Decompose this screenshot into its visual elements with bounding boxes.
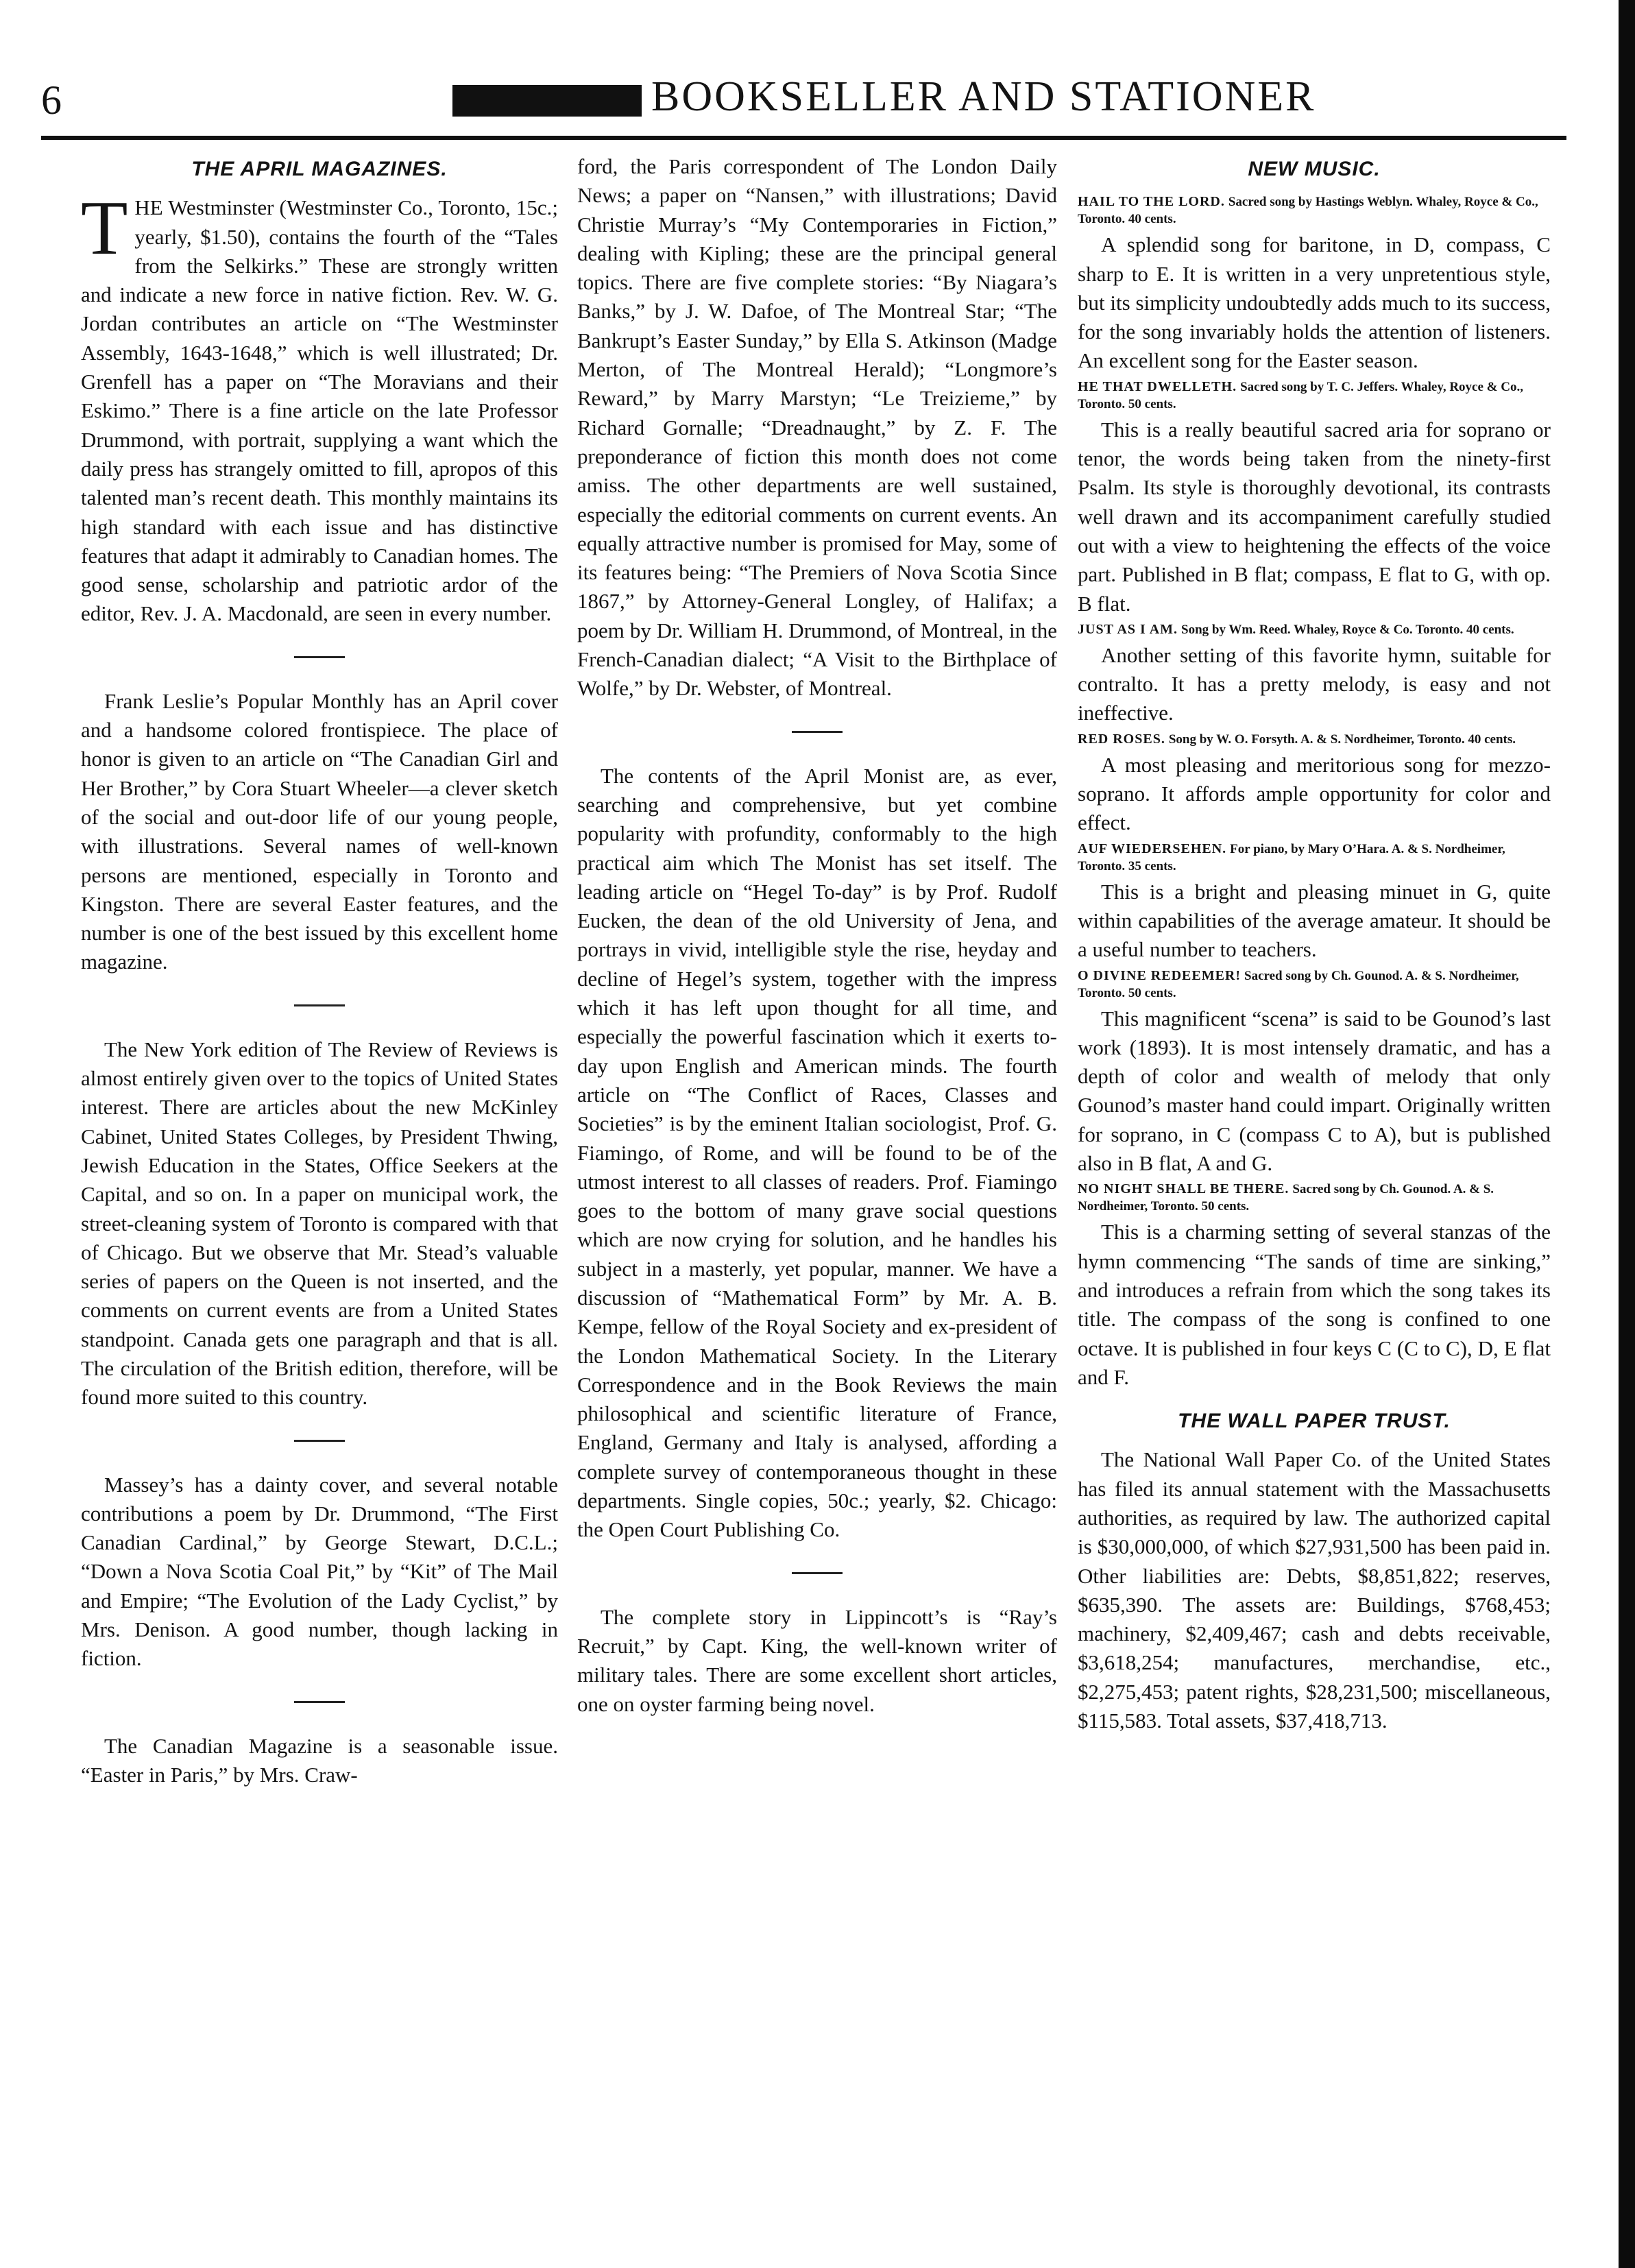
song-title: NO NIGHT SHALL BE THERE. [1078,1181,1289,1197]
section-divider [294,1701,345,1703]
section-divider [792,1572,843,1574]
section-divider [294,1004,345,1006]
song-details: Sacred song by Ch. Gounod. A. & S. Nordheimer, Toronto. 50 cents. [1078,1182,1494,1214]
article-lippincotts: The complete story in Lippincott’s is “Ray’s Recruit,” by Capt. King, the well-known writer of military tales. There are some excellent short articles, one on oyster farming being novel. [577,1604,1057,1716]
article-masseys: Massey’s has a dainty cover, and several notable contributions a poem by Dr. Drummond, “The First Canadian Cardinal,” by George Stewart, D.C.L.; “Down a Nova Scotia Coal Pit,” by “Kit” of The Mail and Empire; “The Evolution of the Lady Cyclist,” by Mrs. Denison. A good number, though lacking in fiction. [81,1472,558,1671]
song-title: AUF WIEDERSEHEN. [1078,841,1227,856]
song-review: This is a charming setting of several stanzas of the hymn commencing “The sands of time are sinking,” and introduces a refrain from which the song takes its title. The compass of the song is confined to one octave. It is published in four keys C (C to C), D, E flat and F. [1078,1220,1551,1389]
article-monist: The contents of the April Monist are, as ever, searching and comprehensive, but yet combine popularity with profundity, conformably to the high practical aim which The Monist has set itself. The leading article on “Hegel To-day” is by Prof. Rudolf Eucken, the dean of the old University of Jena, and portrays in vivid, intelligible style the rise, heyday and decline of Hegel’s system, together with the impress which it has left upon thought for all time, and especially the powerful fascination which it exerts to-day upon English and American minds. The fourth article on “The Conflict of Races, Classes and Societies” is by the eminent Italian sociologist, Prof. G. Fiamingo, of Rome, and will be found to be of the utmost interest to all classes of readers. Prof. Fiamingo goes to the bottom of many grave social questions which are now crying for solution, and he handles his subject in a masterly, yet popular, manner. We have a discussion of “Mathematical Form” by Mr. A. B. Kempe, fellow of the Royal Society and ex-president of the London Mathematical Society. In the Literary Correspondence and in the Book Reviews the main philosophical and scientific literature of France, England, Germany and Italy is analysed, affording a complete survey of contemporaneous thought in these departments. Single copies, 50c.; yearly, $2. Chicago: the Open Court Publishing Co. [577,763,1057,1542]
article-review-of-reviews: The New York edition of The Review of Reviews is almost entirely given over to the topics of United States interest. There are articles about the new McKinley Cabinet, United States Colleges, by President Thwing, Jewish Education in the States, Office Seekers at the Capital, and so on. In a paper on municipal work, the street-cleaning system of Toronto is compared with that of Chicago. But we observe that Mr. Stead’s valuable series of papers on the Queen is not inserted, and the comments on current events are from a United States standpoint. Canada gets one paragraph and that is all. The circulation of the British edition, therefore, will be found more suited to this country. [81,1037,558,1410]
column-3 [1078,152,1551,1735]
song-details: Sacred song by T. C. Jeffers. Whaley, Royce & Co., Toronto. 50 cents. [1078,379,1523,411]
section-title-new-music: NEW MUSIC. [1248,158,1381,180]
song-title: HE THAT DWELLETH. [1078,378,1237,394]
song-review: A splendid song for baritone, in D, compass, C sharp to E. It is written in a very unpretentious style, but its simplicity undoubtedly adds much to its success, for the song invariably holds the attention of listeners. An excellent song for the Easter season. [1078,232,1551,373]
page-number: 6 [41,77,62,123]
song-heading [1078,621,1551,638]
song-review: This is a really beautiful sacred aria for soprano or tenor, the words being taken from the ninety-first Psalm. Its style is thoroughly devotional, its contrasts well drawn and its accompaniment carefully studied out with a view to heightening the effects of the voice part. Published in B flat; compass, E flat to G, with op. B flat. [1078,417,1551,616]
song-review: A most pleasing and meritorious song for mezzo-soprano. It affords ample opportunity for color and effect. [1078,752,1551,835]
article-frank-leslies: Frank Leslie’s Popular Monthly has an April cover and a handsome colored frontispiece. The place of honor is given to an article on “The Canadian Girl and Her Brother,” by Cora Stuart Wheeler—a clever sketch of the social and out-door life of our young people, with illustrations. Several names of well-known persons are mentioned, especially in Toronto and Kingston. There are several Easter features, and the number is one of the best issued by this excellent home magazine. [81,688,558,974]
song-review: This is a bright and pleasing minuet in G, quite within capabilities of the average amateur. It should be a useful number to teachers. [1078,879,1551,962]
column-1 [81,152,558,1789]
article-canadian-magazine: The Canadian Magazine is a seasonable issue. “Easter in Paris,” by Mrs. Craw- [81,1733,558,1787]
header-rule [41,136,1566,140]
song-heading [1078,967,1551,1002]
section-title-april-magazines: THE APRIL MAGAZINES. [191,158,448,180]
song-title: O DIVINE REDEEMER! [1078,967,1242,983]
song-heading [1078,193,1551,228]
article-westminster-text: HE Westminster (Westminster Co., Toronto, 15c.; yearly, $1.50), contains the fourth of the “Tales from the Selkirks.” These are strongly written and indicate a new force in native fiction. Rev. W. G. Jordan contributes an article on “The Westminster Assembly, 1643-1648,” which is well illustrated; Dr. Grenfell has a paper on “The Moravians and their Eskimo.” There is a fine article on the late Professor Drummond, with portrait, supplying a want which the daily press has strangely omitted to fill, apropos of this talented man’s recent death. This monthly maintains its high standard with each issue and has distinctive features that adapt it admirably to Canadian homes. The good sense, scholarship and patriotic ardor of the editor, Rev. J. A. Macdonald, are seen in every number. [81,195,558,626]
song-heading [1078,378,1551,413]
song-title: RED ROSES. [1078,731,1165,747]
song-details: Sacred song by Hastings Weblyn. Whaley, Royce & Co., Toronto. 40 cents. [1078,195,1538,227]
song-details: Song by W. O. Forsyth. A. & S. Nordheimer, Toronto. 40 cents. [1168,732,1516,747]
song-title: HAIL TO THE LORD. [1078,194,1225,210]
song-review: This magnificent “scena” is said to be Gounod’s last work (1893). It is most intensely dramatic, and has a depth of color and wealth of melody that only Gounod’s master hand could impart. Originally written for soprano, in C (compass C to A), but is published also in B flat, A and G. [1078,1006,1551,1176]
page-header [41,69,1566,130]
article-canadian-magazine-cont: ford, the Paris correspondent of The London Daily News; a paper on “Nansen,” with illustrations; David Christie Murray’s “My Contemporaries in Fiction,” dealing with Kipling; these are the principal general topics. There are five complete stories: “By Niagara’s Banks,” by J. W. Dafoe, of The Montreal Star; “The Bankrupt’s Easter Sunday,” by Ella S. Atkinson (Madge Merton, of The Montreal Herald); “Longmore’s Reward,” by Marry Marstyn; “Le Treizieme,” by Richard Gornalle; “Dreadnaught,” by Z. F. The preponderance of fiction this month does not come amiss. The other departments are well sustained, especially the editorial comments on current events. An equally attractive number is promised for May, some of its features being: “The Premiers of Nova Scotia Since 1867,” by Attorney-General Longley, of Halifax; a poem by Dr. William H. Drummond, of Montreal, in the French-Canadian dialect; “A Visit to the Birthplace of Wolfe,” by Dr. Webster, of Montreal. [577,154,1057,701]
song-details: Sacred song by Ch. Gounod. A. & S. Nordheimer, Toronto. 50 cents. [1078,968,1519,1000]
article-westminster [81,186,558,628]
song-heading [1078,1181,1551,1215]
song-details: Song by Wm. Reed. Whaley, Royce & Co. Toronto. 40 cents. [1181,622,1514,637]
song-details: For piano, by Mary O’Hara. A. & S. Nordheimer, Toronto. 35 cents. [1078,841,1505,873]
song-review: Another setting of this favorite hymn, suitable for contralto. It has a pretty melody, is easy and not ineffective. [1078,642,1551,725]
masthead-title: BOOKSELLER AND STATIONER [651,73,1316,120]
song-heading [1078,841,1551,875]
masthead-ornament [452,85,642,117]
section-divider [294,656,345,658]
column-2 [577,152,1057,1719]
scan-edge-border [1619,0,1635,2268]
song-title: JUST AS I AM. [1078,621,1178,637]
section-divider [792,731,843,733]
section-divider [294,1440,345,1442]
drop-cap: T [81,186,128,272]
song-heading [1078,731,1551,748]
section-title-wall-paper-trust: THE WALL PAPER TRUST. [1178,1410,1451,1433]
article-wall-paper-trust: The National Wall Paper Co. of the United States has filed its annual statement with the Massachusetts authorities, as required by law. The authorized capital is $30,000,000, of which $27,931,500 has been paid in. Other liabilities are: Debts, $8,851,822; reserves, $635,390. The assets are: Buildings, $768,453; machinery, $2,409,467; cash and debts receivable, $3,618,254; manufactures, merchandise, etc., $2,275,453; patent rights, $28,231,500; miscellaneous, $115,583. Total assets, $37,418,713. [1078,1447,1551,1733]
